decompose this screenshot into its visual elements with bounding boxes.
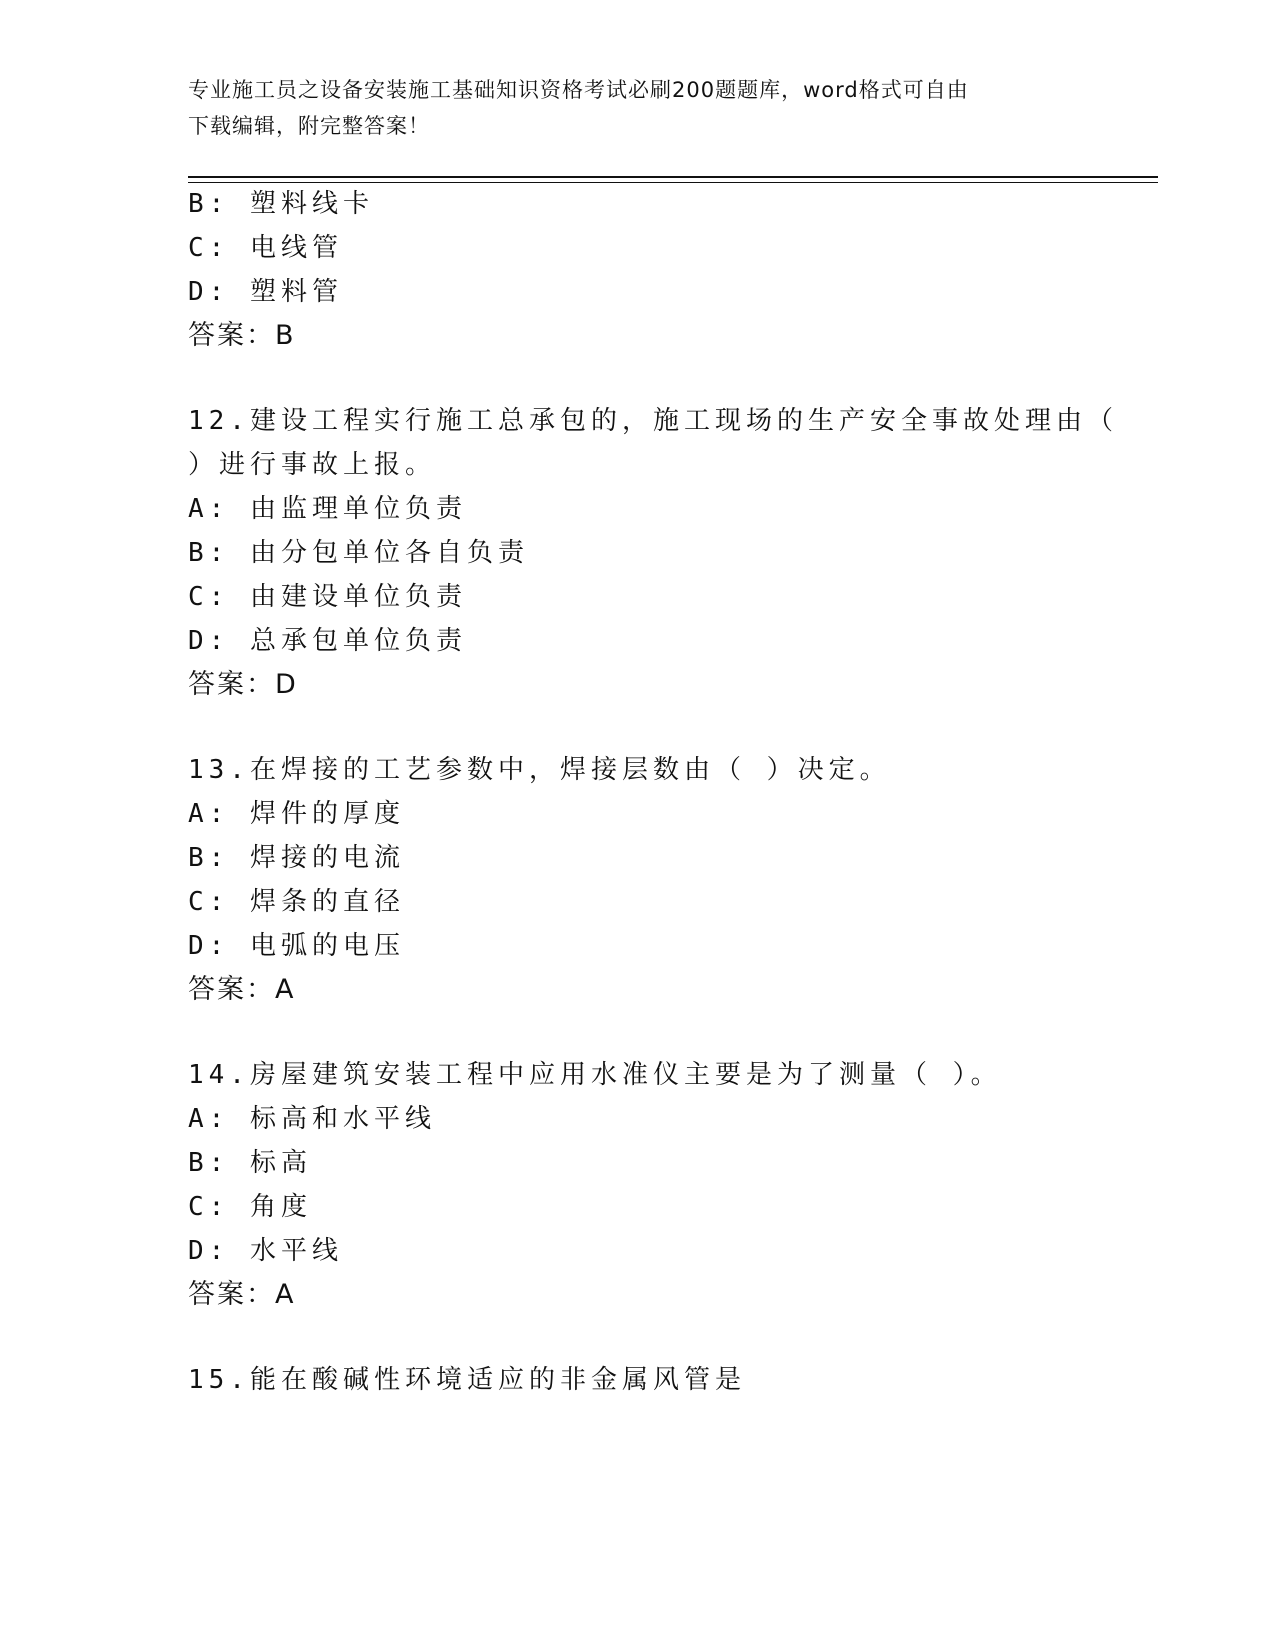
q11-answer: 答案：B bbox=[188, 320, 296, 351]
q13-answer: 答案：A bbox=[188, 974, 296, 1005]
q12-question-line-2: ）进行事故上报。 bbox=[188, 450, 437, 480]
q12-option-d: D: 总承包单位负责 bbox=[188, 626, 467, 656]
q13-option-c: C: 焊条的直径 bbox=[188, 887, 405, 917]
q12-answer: 答案：D bbox=[188, 669, 298, 700]
q11-option-d: D: 塑料管 bbox=[188, 277, 343, 307]
q11-option-b: B: 塑料线卡 bbox=[188, 189, 374, 219]
q12-option-b: B: 由分包单位各自负责 bbox=[188, 538, 529, 568]
q12-question-line-1: 12.建设工程实行施工总承包的，施工现场的生产安全事故处理由（ bbox=[188, 406, 1118, 436]
q14-option-d: D: 水平线 bbox=[188, 1236, 343, 1266]
q13-question: 13.在焊接的工艺参数中，焊接层数由（ ）决定。 bbox=[188, 755, 891, 785]
q14-question: 14.房屋建筑安装工程中应用水准仪主要是为了测量（ ）。 bbox=[188, 1060, 1002, 1090]
document-header bbox=[188, 72, 1068, 144]
q13-option-a: A: 焊件的厚度 bbox=[188, 799, 405, 829]
q15-question: 15.能在酸碱性环境适应的非金属风管是 bbox=[188, 1365, 746, 1395]
q14-option-b: B: 标高 bbox=[188, 1148, 312, 1178]
q14-option-c: C: 角度 bbox=[188, 1192, 312, 1222]
q14-answer: 答案：A bbox=[188, 1279, 296, 1310]
q12-option-a: A: 由监理单位负责 bbox=[188, 494, 467, 524]
header-title-line-1: 专业施工员之设备安装施工基础知识资格考试必刷200题题库，word格式可自由 bbox=[188, 78, 969, 102]
q14-option-a: A: 标高和水平线 bbox=[188, 1104, 436, 1134]
q13-option-b: B: 焊接的电流 bbox=[188, 843, 405, 873]
q13-option-d: D: 电弧的电压 bbox=[188, 931, 405, 961]
header-title-line-2: 下载编辑，附完整答案！ bbox=[188, 114, 430, 138]
q12-option-c: C: 由建设单位负责 bbox=[188, 582, 467, 612]
header-divider-thick bbox=[188, 176, 1158, 178]
q11-option-c: C: 电线管 bbox=[188, 233, 343, 263]
header-divider-thin bbox=[188, 182, 1158, 183]
